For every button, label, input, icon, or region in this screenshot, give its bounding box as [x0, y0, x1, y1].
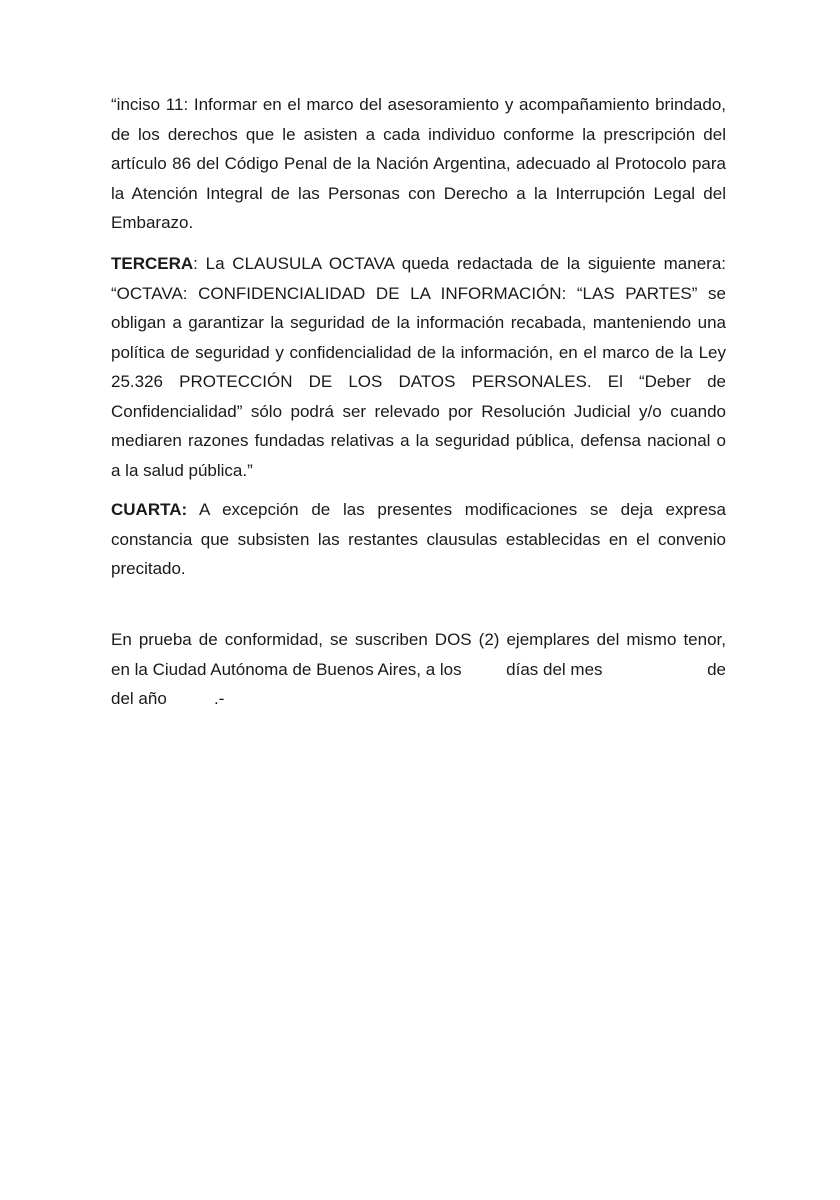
tercera-paragraph [111, 249, 726, 485]
cuarta-line: constancia que subsisten las restantes clausulas establecidas en el convenio [111, 529, 726, 549]
tercera-heading: TERCERA [111, 254, 194, 273]
inciso-line: de los derechos que le asisten a cada individuo conforme la prescripción del [111, 124, 726, 144]
tercera-line: obligan a garantizar la seguridad de la información recabada, manteniendo una [111, 313, 726, 332]
tercera-first-line-text: : La CLAUSULA OCTAVA queda redactada de la siguiente manera: [193, 254, 726, 273]
inciso-line: “inciso 11: Informar en el marco del asesoramiento y acompañamiento brindado, [111, 95, 726, 114]
inciso-line: artículo 86 del Código Penal de la Nación Argentina, adecuado al Protocolo para [111, 154, 726, 173]
inciso-line: la Atención Integral de las Personas con Derecho a la Interrupción Legal del [111, 183, 726, 203]
cuarta-first-line [111, 495, 726, 525]
tercera-line: “OCTAVA: CONFIDENCIALIDAD DE LA INFORMACIÓN: “LAS PARTES” se [111, 283, 726, 303]
closing-place-text: en la Ciudad Autónoma de Buenos Aires, a los [111, 659, 462, 679]
closing-line-date [111, 655, 726, 685]
inciso-line: Embarazo. [111, 213, 194, 232]
tercera-line: 25.326 PROTECCIÓN DE LOS DATOS PERSONALES. El “Deber de [111, 372, 726, 391]
tercera-line: a la salud pública.” [111, 460, 253, 480]
closing-year-line: del año .- [111, 689, 225, 708]
cuarta-line: precitado. [111, 559, 186, 578]
inciso-paragraph [111, 90, 726, 238]
closing-days-text: días del mes [506, 659, 603, 679]
closing-month-text: de [707, 659, 726, 679]
cuarta-first-line-text: A excepción de las presentes modificaciones se deja expresa [187, 500, 726, 519]
cuarta-heading: CUARTA: [111, 500, 188, 519]
tercera-line: mediaren razones fundadas relativas a la seguridad pública, defensa nacional o [111, 431, 726, 450]
tercera-first-line [111, 249, 726, 279]
tercera-line: política de seguridad y confidencialidad de la información, en el marco de la Ley [111, 342, 726, 362]
tercera-line: Confidencialidad” sólo podrá ser relevado por Resolución Judicial y/o cuando [111, 401, 726, 421]
closing-line: En prueba de conformidad, se suscriben DOS (2) ejemplares del mismo tenor, [111, 630, 726, 649]
cuarta-paragraph [111, 495, 726, 584]
closing-paragraph [111, 625, 726, 714]
